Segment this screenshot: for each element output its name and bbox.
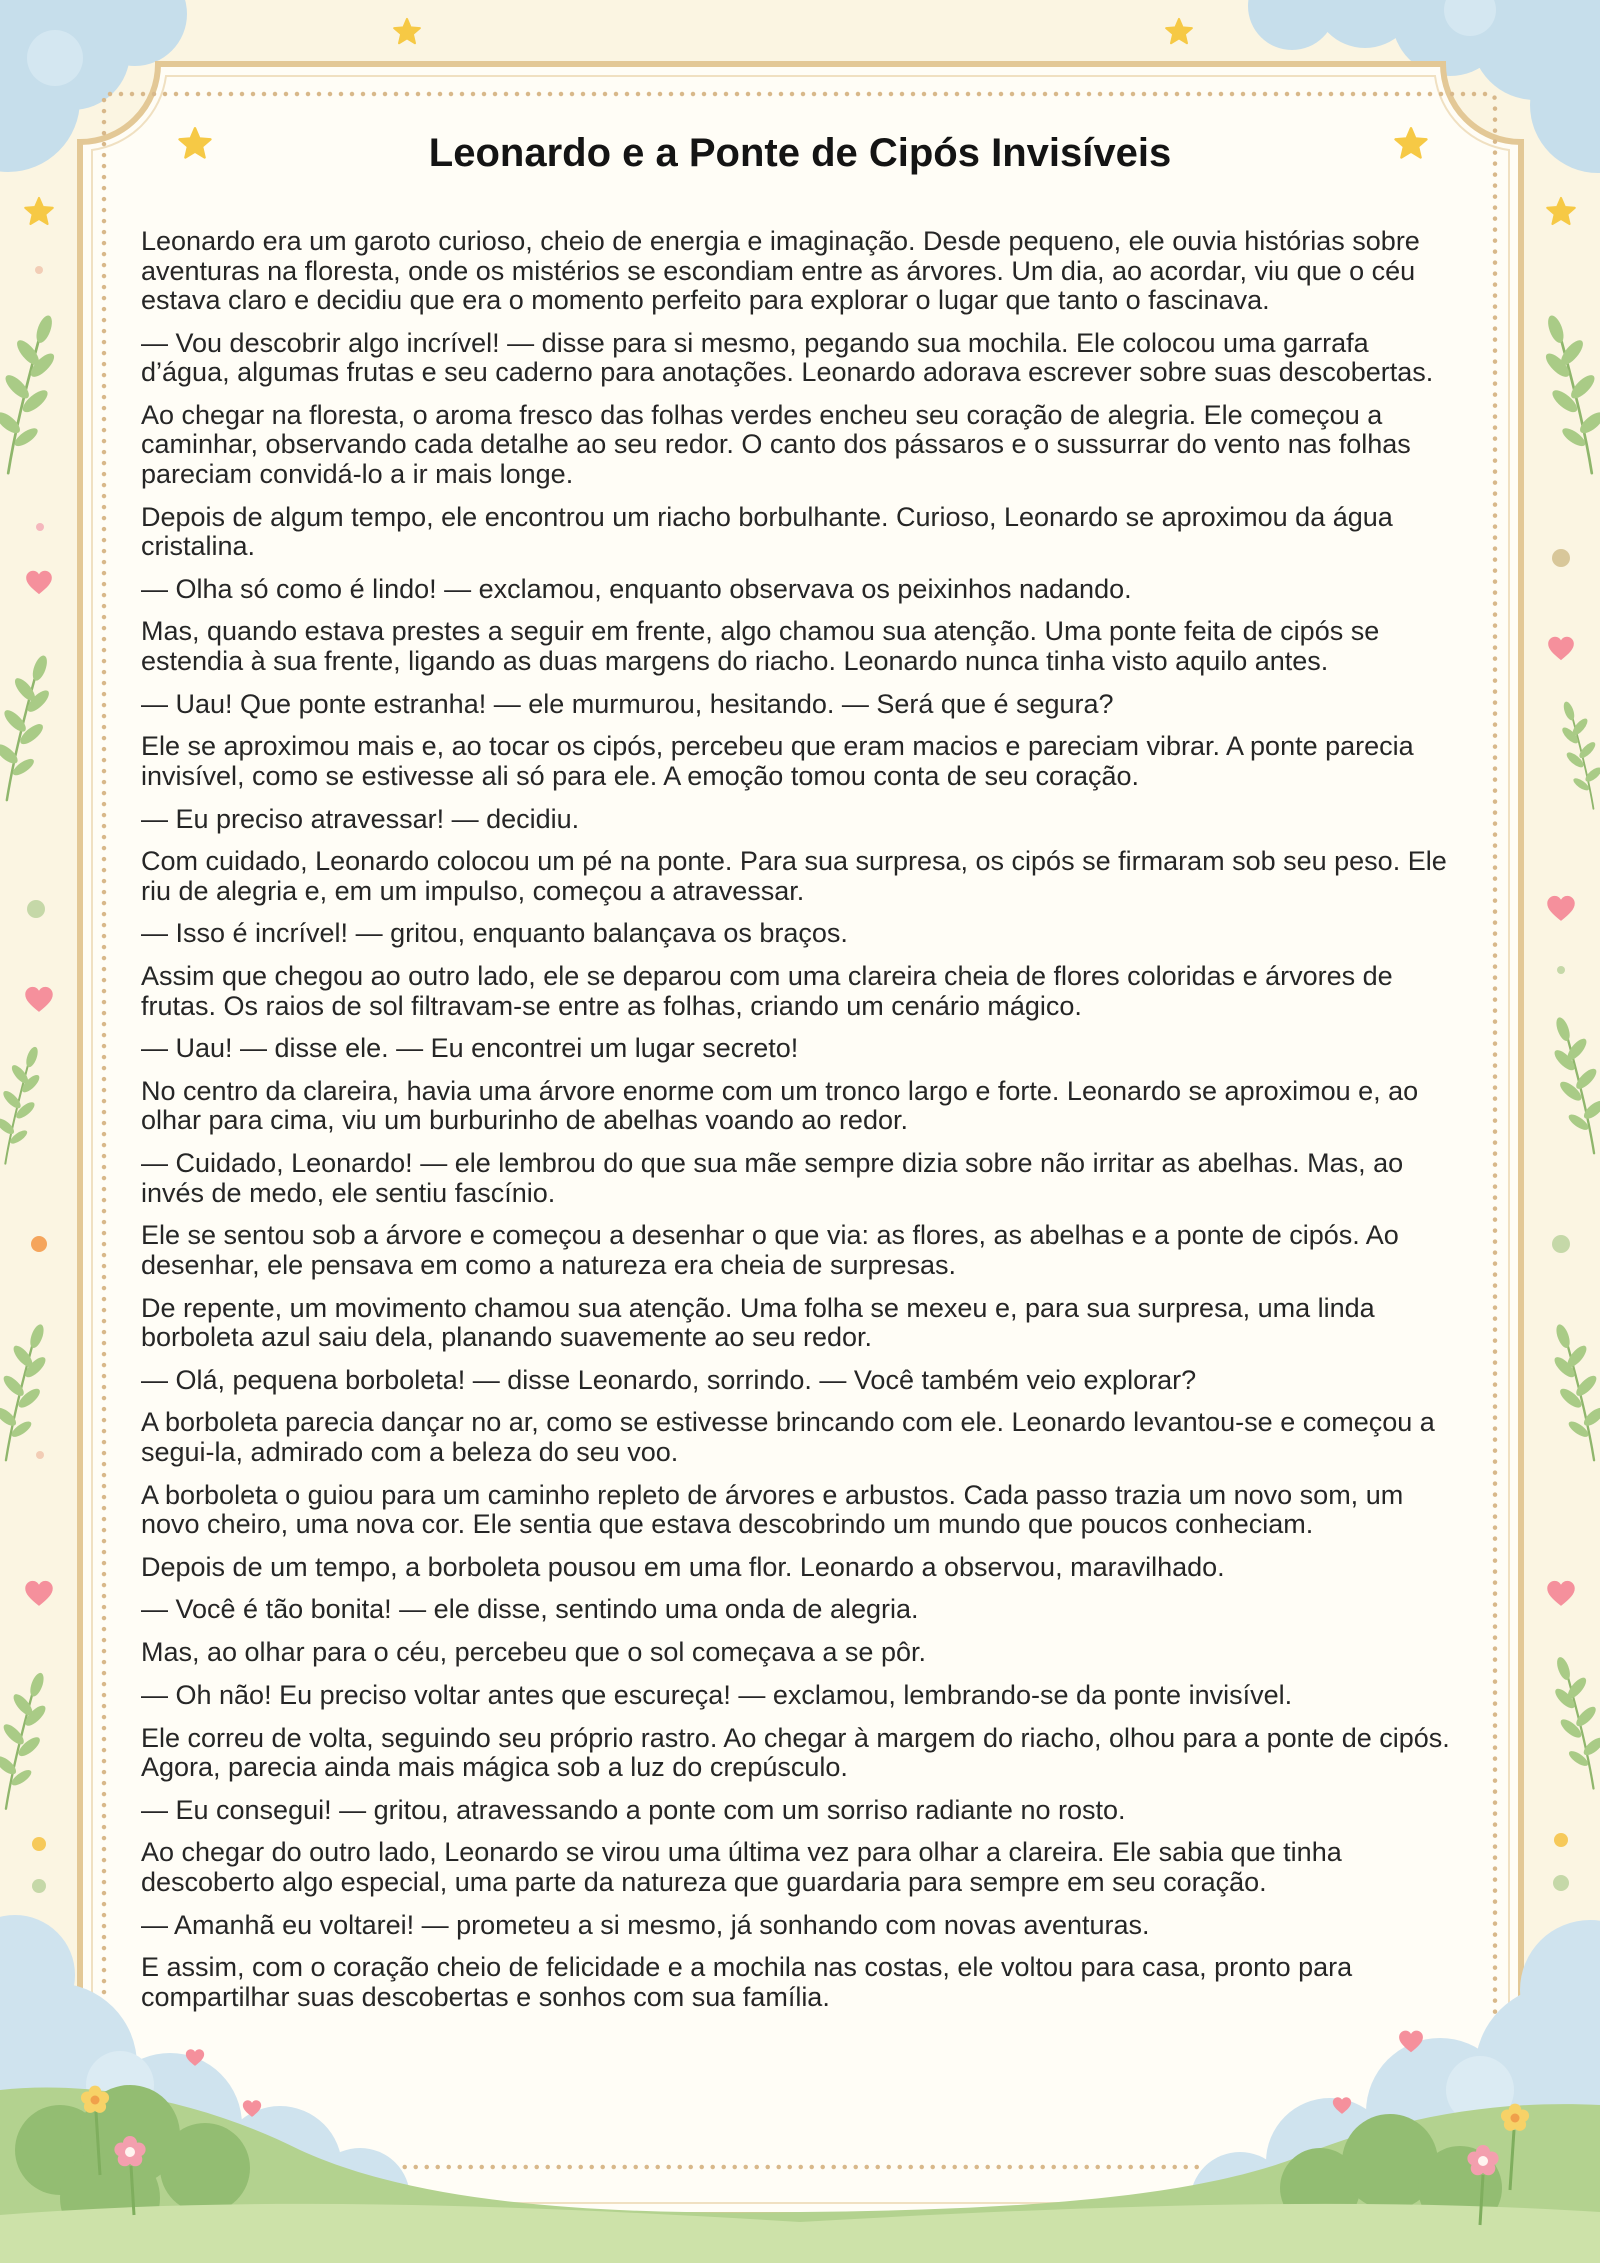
leaf-branch-icon <box>0 314 58 474</box>
star-icon <box>394 19 420 43</box>
story-paragraph: A borboleta o guiou para um caminho repleto de árvores e arbustos. Cada passo trazia um novo som, um novo cheiro, uma nova cor. Ele sentia que estava descobrindo um mundo que poucos conheciam. <box>141 1479 1404 1540</box>
story-paragraph: E assim, com o coração cheio de felicidade e a mochila nas costas, ele voltou para casa, pronto para compartilhar suas descobertas e sonhos com sua família. <box>141 1952 1353 2012</box>
story-paragraph: — Isso é incrível! — gritou, enquanto balançava os braços. <box>141 918 848 949</box>
story-paragraph: — Olha só como é lindo! — exclamou, enquanto observava os peixinhos nadando. <box>141 573 1132 604</box>
story-paragraph: Ele se aproximou mais e, ao tocar os cipós, percebeu que eram macios e pareciam vibrar. A ponte parecia invisível, como se estivesse ali só para ele. A emoção tomou conta de seu coração. <box>141 731 1414 791</box>
story-paragraph: A borboleta parecia dançar no ar, como se estivesse brincando com ele. Leonardo levantou-se e começou a segui-la, admirado com a beleza do seu voo. <box>141 1407 1435 1467</box>
heart-icon <box>26 571 52 594</box>
story-paragraph: — Uau! Que ponte estranha! — ele murmurou, hesitando. — Será que é segura? <box>141 688 1114 719</box>
leaf-branch-icon <box>1551 1016 1600 1154</box>
leaf-branch-icon <box>1560 700 1600 808</box>
star-icon <box>1547 198 1574 224</box>
story-paragraph: Mas, ao olhar para o céu, percebeu que o sol começava a se pôr. <box>141 1637 926 1668</box>
heart-icon <box>1548 637 1574 660</box>
story-paragraph: Ao chegar do outro lado, Leonardo se virou uma última vez para olhar a clareira. Ele sabia que tinha descoberto algo especial, uma parte da natureza que guardaria para sempre em seu coração. <box>141 1837 1342 1897</box>
story-paragraph: — Amanhã eu voltarei! — prometeu a si mesmo, já sonhando com novas aventuras. <box>141 1909 1150 1940</box>
story-paragraph: — Olá, pequena borboleta! — disse Leonardo, sorrindo. — Você também veio explorar? <box>141 1364 1197 1395</box>
heart-icon <box>1547 896 1575 921</box>
leaf-branch-icon <box>1542 314 1600 474</box>
leaf-branch-icon <box>1551 1323 1600 1461</box>
story-paragraph: — Vou descobrir algo incrível! — disse para si mesmo, pegando sua mochila. Ele colocou uma garrafa d’água, algumas frutas e seu caderno para anotações. Leonardo adorava escrever sobre suas descobertas. <box>141 327 1434 388</box>
story-paragraph: No centro da clareira, havia uma árvore enorme com um tronco largo e forte. Leonardo se aproximou e, ao olhar para cima, viu um burburinho de abelhas voando ao redor. <box>141 1075 1419 1136</box>
heart-icon <box>1547 1581 1575 1606</box>
star-icon <box>25 198 52 224</box>
story-title: Leonardo e a Ponte de Cipós Invisíveis <box>428 131 1172 175</box>
leaf-branch-icon <box>0 1671 49 1809</box>
story-body <box>141 227 1461 2025</box>
story-paragraph: Com cuidado, Leonardo colocou um pé na ponte. Para sua surpresa, os cipós se firmaram sob seu peso. Ele riu de alegria e, em um impulso, começou a atravessar. <box>141 846 1447 906</box>
story-paragraph: Depois de algum tempo, ele encontrou um riacho borbulhante. Curioso, Leonardo se aproximou da água cristalina. <box>141 501 1393 562</box>
star-icon <box>1166 19 1192 43</box>
leaf-branch-icon <box>0 1045 42 1163</box>
story-paragraph: Assim que chegou ao outro lado, ele se deparou com uma clareira cheia de flores coloridas e árvores de frutas. Os raios de sol filtravam-se entre as folhas, criando um cenário mágico. <box>141 961 1393 1021</box>
story-paragraph: — Eu consegui! — gritou, atravessando a ponte com um sorriso radiante no rosto. <box>141 1794 1126 1825</box>
story-paragraph: Depois de um tempo, a borboleta pousou em uma flor. Leonardo a observou, maravilhado. <box>141 1551 1225 1582</box>
leaf-branch-icon <box>0 1323 49 1461</box>
story-paragraph: Ao chegar na floresta, o aroma fresco das folhas verdes encheu seu coração de alegria. Ele começou a caminhar, observando cada detalhe ao seu redor. O canto dos pássaros e o sussurrar do vento nas folhas pareciam convidá-lo a ir mais longe. <box>141 399 1411 489</box>
story-paragraph: Ele se sentou sob a árvore e começou a desenhar o que via: as flores, as abelhas e a ponte de cipós. Ao desenhar, ele pensava em como a natureza era cheia de surpresas. <box>141 1220 1399 1280</box>
story-paragraph: Ele correu de volta, seguindo seu próprio rastro. Ao chegar à margem do riacho, olhou para a ponte de cipós. Agora, parecia ainda mais mágica sob a luz do crepúsculo. <box>141 1722 1450 1782</box>
story-paragraph: — Você é tão bonita! — ele disse, sentindo uma onda de alegria. <box>141 1594 919 1625</box>
story-paragraph: Leonardo era um garoto curioso, cheio de energia e imaginação. Desde pequeno, ele ouvia histórias sobre aventuras na floresta, onde os mistérios se escondiam entre as árvores. Um dia, ao acordar, viu que o céu estava claro e decidiu que era o momento perfeito para explorar o lugar que tanto o fascinava. <box>141 226 1420 315</box>
story-paragraph: — Uau! — disse ele. — Eu encontrei um lugar secreto! <box>141 1033 799 1064</box>
story-paragraph: — Eu preciso atravessar! — decidiu. <box>141 803 580 834</box>
story-paragraph: Mas, quando estava prestes a seguir em frente, algo chamou sua atenção. Uma ponte feita de cipós se estendia à sua frente, ligando as duas margens do riacho. Leonardo nunca tinha visto aquilo antes. <box>141 616 1380 676</box>
heart-icon <box>25 1581 53 1606</box>
leaf-branch-icon <box>1552 1655 1600 1788</box>
leaf-branch-icon <box>0 654 52 800</box>
heart-icon <box>25 987 53 1012</box>
story-paragraph: — Cuidado, Leonardo! — ele lembrou do que sua mãe sempre dizia sobre não irritar as abelhas. Mas, ao invés de medo, ele sentiu fascínio. <box>141 1148 1404 1208</box>
story-paragraph: De repente, um movimento chamou sua atenção. Uma folha se mexeu e, para sua surpresa, uma linda borboleta azul saiu dela, planando suavemente ao seu redor. <box>141 1292 1375 1352</box>
story-paragraph: — Oh não! Eu preciso voltar antes que escureça! — exclamou, lembrando-se da ponte invisível. <box>141 1679 1293 1710</box>
